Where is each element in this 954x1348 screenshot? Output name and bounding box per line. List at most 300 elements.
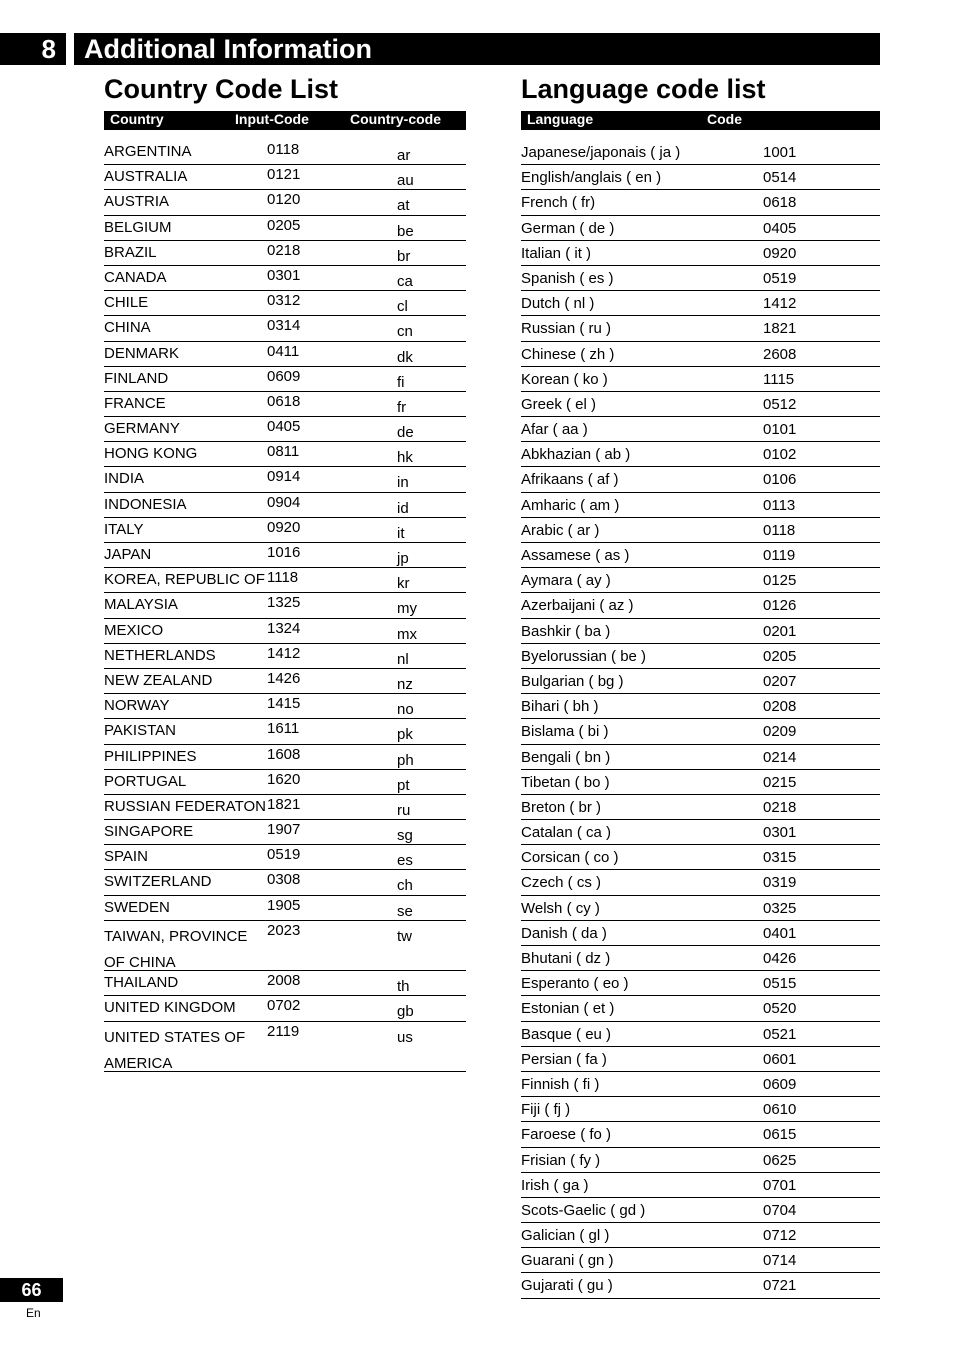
language-code: 0618: [763, 194, 797, 212]
table-row: [521, 241, 880, 266]
country-name: [104, 622, 163, 639]
country-code: gb: [397, 1003, 414, 1021]
input-code: 1608: [267, 745, 301, 763]
country-name-line: SPAIN: [104, 848, 148, 866]
language-name: Abkhazian ( ab ): [521, 446, 631, 464]
table-row: [104, 140, 466, 165]
table-row: [521, 342, 880, 367]
country-name-line: FINLAND: [104, 369, 169, 387]
chapter-number: 8: [41, 33, 56, 64]
language-name: French ( fr): [521, 194, 596, 212]
country-name: [104, 974, 178, 991]
table-row: [104, 392, 466, 417]
language-code: 1001: [763, 144, 797, 161]
table-row: [521, 1148, 880, 1173]
table-row: [521, 896, 880, 921]
language-code: 0207: [763, 672, 797, 690]
table-row: [521, 442, 880, 467]
input-code: 2008: [267, 972, 301, 990]
country-name-line: SWEDEN: [104, 898, 170, 916]
country-name: [104, 445, 197, 462]
input-code: 1611: [267, 720, 300, 738]
country-code: jp: [397, 550, 409, 567]
country-code: tw: [397, 927, 412, 945]
table-row: [104, 593, 466, 618]
input-code: 0218: [267, 241, 301, 259]
language-code: 0625: [763, 1151, 797, 1169]
table-row: [104, 820, 466, 845]
country-code: sg: [397, 827, 413, 845]
input-code: 1415: [267, 695, 301, 713]
table-row: [521, 996, 880, 1021]
language-code: 0609: [763, 1075, 797, 1093]
country-name-line: AUSTRALIA: [104, 168, 188, 186]
language-name: Bulgarian ( bg ): [521, 672, 624, 690]
table-row: [104, 644, 466, 669]
chapter-number-box: [0, 33, 66, 65]
language-code: 0519: [763, 269, 797, 287]
language-code: 0218: [763, 798, 797, 816]
table-row: [104, 165, 466, 190]
language-name: Azerbaijani ( az ): [521, 597, 634, 615]
table-row: [104, 291, 466, 316]
language-code: 1412: [763, 295, 797, 313]
table-row: [104, 745, 466, 770]
language-code: 0125: [763, 572, 797, 590]
country-name: [104, 319, 151, 336]
country-name-line: SINGAPORE: [104, 823, 194, 841]
language-code: 0515: [763, 975, 797, 993]
country-name-line: RUSSIAN FEDERATON: [104, 797, 266, 815]
input-code: 1324: [267, 619, 301, 637]
input-code: 1016: [267, 544, 301, 561]
country-code: be: [397, 222, 414, 240]
language-code: 0119: [763, 547, 796, 564]
table-row: [521, 1198, 880, 1223]
country-name: [104, 596, 178, 613]
language-name: Tibetan ( bo ): [521, 773, 610, 791]
country-code: us: [397, 1028, 413, 1046]
table-row: [104, 568, 466, 593]
table-row: [521, 291, 880, 316]
chapter-title: Additional Information: [84, 33, 372, 64]
country-name-line: JAPAN: [104, 546, 152, 563]
table-row: [521, 946, 880, 971]
country-name: [104, 193, 169, 210]
language-code: 0126: [763, 597, 797, 615]
country-name: [104, 1025, 245, 1077]
input-code: 0301: [267, 266, 301, 284]
country-code: br: [397, 247, 411, 265]
country-name: [104, 571, 265, 588]
language-code: 0401: [763, 924, 797, 942]
input-code: 0609: [267, 367, 301, 385]
language-name: Irish ( ga ): [521, 1176, 589, 1194]
country-name-line: CANADA: [104, 268, 167, 286]
language-name: Dutch ( nl ): [521, 295, 595, 313]
country-name: [104, 899, 170, 916]
table-row: [104, 795, 466, 820]
country-name-line: DENMARK: [104, 344, 180, 362]
language-code: 0101: [763, 421, 797, 439]
table-row: [104, 770, 466, 795]
language-code: 2608: [763, 345, 797, 363]
table-row: [104, 669, 466, 694]
country-name-line: CHILE: [104, 294, 149, 312]
country-name: [104, 798, 266, 815]
col-header-country-code: Country-code: [350, 111, 441, 127]
table-row: [104, 367, 466, 392]
country-name-line: BRAZIL: [104, 243, 157, 261]
col-header-input-code: Input-Code: [235, 111, 309, 127]
country-name-line: OF CHINA: [104, 953, 176, 971]
table-row: [521, 543, 880, 568]
country-name: [104, 672, 212, 689]
language-code: 0512: [763, 395, 797, 413]
country-name: [104, 168, 187, 185]
table-row: [521, 845, 880, 870]
col-header-language: Language: [527, 111, 594, 127]
country-code: ca: [397, 272, 413, 290]
language-code: 0521: [763, 1025, 797, 1043]
language-name: Basque ( eu ): [521, 1025, 612, 1043]
language-code: 0615: [763, 1126, 797, 1144]
table-row: [104, 216, 466, 241]
table-row: [521, 1097, 880, 1122]
language-code: 0214: [763, 748, 797, 766]
input-code: 1412: [267, 644, 301, 662]
table-row: [104, 241, 466, 266]
language-code: 0714: [763, 1252, 797, 1270]
input-code: 0314: [267, 317, 301, 335]
language-code: 0209: [763, 723, 797, 741]
language-code: 1115: [763, 370, 795, 388]
country-name: [104, 873, 212, 890]
table-row: [104, 694, 466, 719]
table-row: [104, 845, 466, 870]
country-name-line: MALAYSIA: [104, 596, 178, 614]
language-name: Italian ( it ): [521, 244, 592, 262]
language-name: Guarani ( gn ): [521, 1252, 614, 1270]
input-code: 1905: [267, 896, 301, 914]
input-code: 1426: [267, 669, 301, 687]
country-name: [104, 370, 168, 387]
language-code-table: [521, 111, 880, 1299]
country-code: se: [397, 902, 413, 920]
language-name: Aymara ( ay ): [521, 572, 611, 590]
country-code: ph: [397, 751, 414, 769]
table-row: [521, 971, 880, 996]
country-name: [104, 470, 144, 487]
language-code: 0520: [763, 1000, 797, 1018]
country-name-line: INDIA: [104, 470, 145, 488]
language-code: 0920: [763, 244, 797, 262]
country-name-line: FRANCE: [104, 394, 166, 412]
language-name: Frisian ( fy ): [521, 1151, 601, 1169]
language-code: 0201: [763, 622, 797, 640]
country-name-line: ARGENTINA: [104, 143, 192, 160]
table-row: [521, 770, 880, 795]
language-code: 0315: [763, 849, 797, 867]
table-row: [104, 493, 466, 518]
country-name-line: MEXICO: [104, 621, 164, 639]
language-code: 0325: [763, 899, 797, 917]
table-row: [104, 619, 466, 644]
country-code: nz: [397, 675, 413, 693]
country-code-table: [104, 111, 466, 1072]
language-name: Faroese ( fo ): [521, 1126, 612, 1144]
table-row: [521, 644, 880, 669]
input-code: 2119: [267, 1022, 300, 1040]
country-name: [104, 244, 157, 261]
chapter-title-bar: [74, 33, 880, 65]
language-table-header: [521, 111, 880, 130]
country-table-body: [104, 140, 466, 1072]
table-row: [521, 669, 880, 694]
country-code: kr: [397, 575, 410, 593]
country-name-line: TAIWAN, PROVINCE: [104, 927, 248, 945]
table-row: [104, 190, 466, 215]
country-code: in: [397, 474, 409, 492]
page-number-box: [0, 1278, 63, 1302]
table-row: [104, 518, 466, 543]
country-name: [104, 773, 186, 790]
country-name: [104, 924, 247, 976]
country-name: [104, 722, 176, 739]
table-row: [521, 1072, 880, 1097]
table-row: [104, 467, 466, 492]
input-code: 1821: [267, 795, 301, 813]
language-code: 0208: [763, 698, 797, 716]
country-code: fr: [397, 398, 407, 416]
country-code: au: [397, 172, 414, 190]
page-language: En: [26, 1306, 41, 1320]
input-code: 0904: [267, 493, 301, 511]
language-name: Czech ( cs ): [521, 874, 602, 892]
table-row: [104, 266, 466, 291]
table-row: [104, 417, 466, 442]
table-row: [104, 719, 466, 744]
country-code: cn: [397, 323, 413, 341]
language-code: 0426: [763, 950, 797, 967]
country-name-line: UNITED STATES OF: [104, 1028, 246, 1046]
language-name: Korean ( ko ): [521, 370, 608, 388]
language-name: Bashkir ( ba ): [521, 622, 611, 640]
table-row: [104, 316, 466, 341]
table-row: [104, 870, 466, 895]
country-code: at: [397, 197, 410, 215]
table-row: [521, 140, 880, 165]
country-name-line: GERMANY: [104, 420, 180, 438]
input-code: 0914: [267, 468, 301, 486]
table-row: [521, 745, 880, 770]
language-code: 0405: [763, 219, 797, 237]
input-code: 0920: [267, 518, 301, 536]
table-row: [104, 342, 466, 367]
language-name: Bislama ( bi ): [521, 723, 609, 741]
country-name: [104, 219, 172, 236]
language-name: Spanish ( es ): [521, 269, 614, 287]
country-name-line: UNITED KINGDOM: [104, 999, 236, 1017]
country-code-list-title: Country Code List: [104, 74, 338, 104]
language-name: Bhutani ( dz ): [521, 950, 611, 967]
country-name: [104, 521, 143, 538]
country-name-line: NORWAY: [104, 697, 170, 715]
language-name: Fiji ( fj ): [521, 1101, 571, 1119]
input-code: 1907: [267, 821, 301, 839]
table-row: [521, 316, 880, 341]
language-code: 0205: [763, 647, 797, 665]
input-code: 0312: [267, 292, 301, 310]
country-code: pt: [397, 776, 410, 794]
country-name: [104, 546, 151, 563]
table-row: [104, 996, 466, 1021]
country-name: [104, 345, 179, 362]
table-row: [521, 1122, 880, 1147]
table-row: [521, 619, 880, 644]
table-row: [104, 971, 466, 996]
language-code-list-title: Language code list: [521, 74, 766, 104]
country-name: [104, 999, 236, 1016]
table-row: [521, 593, 880, 618]
language-code: 0113: [763, 496, 796, 514]
country-name: [104, 748, 197, 765]
input-code: 0702: [267, 997, 301, 1015]
country-code: ru: [397, 801, 411, 819]
language-name: Afar ( aa ): [521, 421, 588, 439]
language-name: Welsh ( cy ): [521, 899, 600, 917]
table-row: [104, 896, 466, 921]
table-row: [521, 568, 880, 593]
input-code: 0120: [267, 191, 301, 209]
language-code: 0601: [763, 1050, 797, 1068]
table-row: [521, 216, 880, 241]
table-row: [521, 719, 880, 744]
table-row: [521, 392, 880, 417]
language-name: Chinese ( zh ): [521, 345, 615, 363]
language-name: Catalan ( ca ): [521, 824, 612, 842]
country-name-line: KOREA, REPUBLIC OF: [104, 571, 265, 589]
language-name: Finnish ( fi ): [521, 1075, 600, 1093]
language-name: Bengali ( bn ): [521, 748, 611, 766]
country-code: hk: [397, 449, 413, 467]
language-name: German ( de ): [521, 219, 615, 237]
country-name: [104, 294, 148, 311]
language-code: 0102: [763, 446, 797, 464]
language-name: Russian ( ru ): [521, 320, 612, 338]
table-row: [521, 518, 880, 543]
language-name: Galician ( gl ): [521, 1227, 610, 1245]
language-name: Esperanto ( eo ): [521, 975, 629, 993]
country-code: mx: [397, 625, 417, 643]
language-name: Estonian ( et ): [521, 1000, 615, 1018]
language-code: 0514: [763, 169, 797, 187]
table-row: [104, 442, 466, 467]
country-name: [104, 143, 192, 160]
input-code: 0121: [267, 166, 301, 184]
country-name-line: SWITZERLAND: [104, 873, 212, 891]
table-row: [521, 921, 880, 946]
language-table-body: [521, 140, 880, 1299]
input-code: 0118: [267, 141, 300, 158]
country-name-line: HONG KONG: [104, 445, 198, 463]
country-code: my: [397, 600, 417, 618]
country-name-line: ITALY: [104, 520, 144, 538]
country-code: it: [397, 524, 405, 542]
table-row: [521, 1173, 880, 1198]
table-row: [521, 467, 880, 492]
col-header-country: Country: [110, 111, 164, 127]
table-row: [104, 543, 466, 568]
country-code: dk: [397, 348, 413, 366]
language-code: 0118: [763, 521, 796, 539]
language-code: 1821: [763, 320, 797, 338]
country-name-line: AMERICA: [104, 1054, 173, 1072]
table-row: [104, 921, 466, 971]
country-name-line: NEW ZEALAND: [104, 671, 213, 689]
language-name: Greek ( el ): [521, 395, 597, 413]
language-code: 0610: [763, 1101, 797, 1119]
language-code: 0712: [763, 1227, 797, 1245]
table-row: [521, 820, 880, 845]
country-name-line: BELGIUM: [104, 218, 172, 236]
input-code: 1118: [267, 569, 299, 587]
table-row: [521, 1273, 880, 1298]
input-code: 0205: [267, 216, 301, 234]
table-row: [521, 165, 880, 190]
country-code: no: [397, 701, 414, 719]
country-name: [104, 647, 216, 664]
table-row: [521, 1047, 880, 1072]
language-code: 0721: [763, 1277, 797, 1295]
input-code: 2023: [267, 921, 301, 939]
country-code: es: [397, 852, 413, 870]
country-name: [104, 823, 193, 840]
country-code: ch: [397, 877, 413, 895]
language-name: Corsican ( co ): [521, 849, 619, 867]
language-code: 0106: [763, 471, 797, 489]
language-name: Danish ( da ): [521, 924, 607, 942]
language-name: Bihari ( bh ): [521, 698, 599, 716]
country-name: [104, 269, 167, 286]
country-code: fi: [397, 373, 405, 391]
language-name: Afrikaans ( af ): [521, 471, 619, 489]
input-code: 0618: [267, 392, 301, 410]
input-code: 0519: [267, 846, 301, 864]
page-number: 66: [21, 1279, 42, 1300]
country-name: [104, 697, 170, 714]
language-code: 0301: [763, 824, 797, 842]
country-name-line: INDONESIA: [104, 495, 187, 513]
input-code: 1325: [267, 594, 301, 612]
country-name: [104, 420, 180, 437]
language-name: Scots-Gaelic ( gd ): [521, 1201, 646, 1219]
country-code: nl: [397, 650, 409, 668]
language-code: 0701: [763, 1176, 797, 1194]
country-name-line: PHILIPPINES: [104, 747, 197, 765]
table-row: [104, 1022, 466, 1072]
table-row: [521, 1022, 880, 1047]
country-code: id: [397, 499, 409, 517]
country-name: [104, 848, 148, 865]
table-row: [521, 367, 880, 392]
language-code: 0215: [763, 773, 797, 791]
table-row: [521, 1248, 880, 1273]
col-header-code: Code: [707, 111, 742, 127]
country-code: de: [397, 424, 414, 442]
input-code: 1620: [267, 770, 301, 788]
language-name: Assamese ( as ): [521, 547, 630, 564]
